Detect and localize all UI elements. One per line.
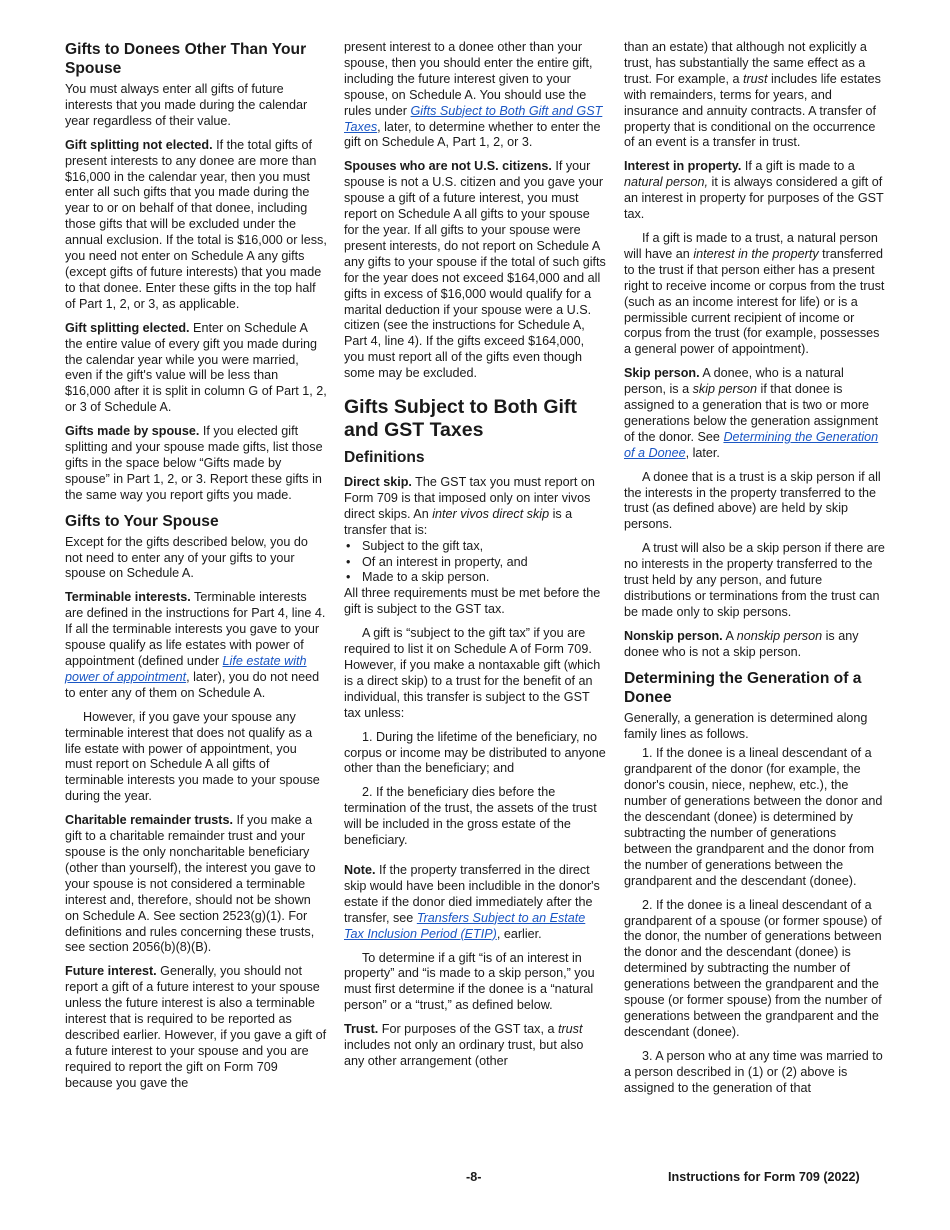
paragraph-spouses-not-citizens: Spouses who are not U.S. citizens. If your spouse is not a U.S. citizen and you gave your spouse a gift of a future interest, you must report on Schedule A all gifts to your spouse for the year. If all gifts to your spouse were present interests, do not report on Schedule A any gifts to your spouse if the total of such gifts for the year does not exceed $164,000 and all gifts in excess of $16,000 would qualify for a marital deduction if your spouse were a U.S. citizen (see the instructions for Schedule A, Part 4, line 4). If the gifts exceed $164,000, you must report all of the gifts even though some may be excluded. <box>344 159 606 381</box>
paragraph-skip-person: Skip person. A donee, who is a natural person, is a skip person if that donee is assigned to a generation that is two or more generations below the generation assignment of the donor. See Determining the Generation of a Donee, later. <box>624 366 879 460</box>
footer-title: Instructions for Form 709 (2022) <box>668 1170 860 1184</box>
paragraph-interest-in-property: Interest in property. If a gift is made to a natural person, it is always considered a gift of an interest in property for purposes of the GST tax. <box>624 159 884 222</box>
paragraph-generation-2: 2. If the donee is a lineal descendant of a grandparent of a spouse (or former spouse) of the donor, the number of generations between the donor and the descendant (donee) is determined by subtracting the number of generations between the grandparent and the spouse (or former spouse) from the number of generations between the grandparent and the descendant (donee). <box>624 897 882 1039</box>
paragraph-item-2: 2. If the beneficiary dies before the termination of the trust, the assets of the trust will be included in the gross estate of the beneficiary. <box>344 785 597 848</box>
paragraph-generally: Generally, a generation is determined along family lines as follows. <box>624 710 868 741</box>
paragraph-terminable-interests: Terminable interests. Terminable interests are defined in the instructions for Part 4, line 4. If all the terminable interests you gave to your spouse qualify as life estates with power of appointment (defined under Life estate with power of appointment, later), you do not need to enter any of them on Schedule A. <box>65 590 326 700</box>
paragraph-continued-trust: than an estate) that although not explicitly a trust, has substantially the same effect as a trust. For example, a trust includes life estates with remainders, terms for years, and insurance and annuity contracts. A transfer of property that is conditional on the occurrence of an event is a transfer in trust. <box>624 40 881 150</box>
link-etip[interactable]: Transfers Subject to an Estate Tax Inclusion Period (ETIP) <box>344 910 586 941</box>
paragraph-gift-splitting-not-elected: Gift splitting not elected. If the total gifts of present interests to any donee are more than $16,000 in the calendar year, then you must enter all such gifts that you made during the year to or on behalf of that donee, including those gifts that will be excluded under the annual exclusion. If the total is $16,000 or less, you need not enter on Schedule A any gifts (except gifts of future interests) that you made to that donee. Enter these gifts in the top half of Part 1, 2, or 3, as applicable. <box>65 137 327 311</box>
paragraph-charitable-remainder-trusts: Charitable remainder trusts. If you make a gift to a charitable remainder trust and your spouse is the only noncharitable beneficiary (other than yourself), the interest you gave to your spouse is not considered a terminable interest and, therefore, should not be shown on Schedule A. See section 2523(g)(1). For definitions and rules concerning these trusts, see section 2056(b)(8)(B). <box>65 813 316 955</box>
paragraph-to-determine: To determine if a gift “is of an interest in property” and “is made to a skip person,” you must first determine if the donee is a “natural person” or a “trust,” as defined below. <box>344 950 595 1013</box>
paragraph-continued: present interest to a donee other than your spouse, then you should enter the entire gift, including the future interest given to your spouse, on Schedule A. You should use the rules under Gifts Subject to Both Gift and GST Taxes, later, to determine whether to enter the gift on Schedule A, Part 1, 2, or 3. <box>344 40 603 150</box>
paragraph-direct-skip: Direct skip. The GST tax you must report on Form 709 is that imposed only on inter vivos direct skips. An inter vivos direct skip is a transfer that is: <box>344 475 595 537</box>
link-life-estate[interactable]: Life estate with power of appointment <box>65 654 307 684</box>
heading-gifts-subject-to-both: Gifts Subject to Both Gift and GST Taxes <box>344 396 577 442</box>
link-gifts-subject-to-both[interactable]: Gifts Subject to Both Gift and GST Taxes <box>344 103 603 134</box>
paragraph-gift-made-to-trust: If a gift is made to a trust, a natural person will have an interest in the property transferred to the trust if that person either has a present right to receive income or corpus from the trust (such as an income interest for life) or is a permissible current recipient of income or corpus from the trust (for example, possesses a general power of appointment). <box>624 230 885 357</box>
paragraph-subject-to-gift-tax: A gift is “subject to the gift tax” if you are required to list it on Schedule A of Form 709. However, if you make a nontaxable gift (which is a direct skip) to a trust for the benefit of an individual, this transfer is subject to the GST tax unless: <box>344 626 601 720</box>
paragraph-however: However, if you gave your spouse any terminable interest that does not qualify as a life estate with power of appointment, you must report on Schedule A all gifts of terminable interests you made to your spouse during the year. <box>65 709 320 804</box>
heading-gifts-to-your-spouse: Gifts to Your Spouse <box>65 512 219 530</box>
paragraph-gifts-made-by-spouse: Gifts made by spouse. If you elected gift splitting and your spouse made gifts, list those gifts in the space below “Gifts made by spouse” in Part 1, 2, or 3. Report these gifts in the same way you report gifts you made. <box>65 424 323 502</box>
column-middle <box>344 40 606 1078</box>
paragraph-donees: You must always enter all gifts of future interests that you made during the calendar year regardless of their value. <box>65 82 308 128</box>
column-left <box>65 40 327 1100</box>
paragraph-trust-also-skip: A trust will also be a skip person if there are no interests in the property transferred to the trust held by any person, and future distributions or terminations from the trust can be made only to skip persons. <box>624 541 885 619</box>
paragraph-gift-splitting-elected: Gift splitting elected. Enter on Schedule A the entire value of every gift you made during the calendar year while you were married, even if the gift's value will be less than $16,000 after it is split in column G of Part 1, 2, or 3 of Schedule A. <box>65 320 327 415</box>
list-item: • Subject to the gift tax, <box>344 539 606 555</box>
paragraph-spouse: Except for the gifts described below, you do not need to enter any of your gifts to your spouse on Schedule A. <box>65 534 308 581</box>
link-determining-generation[interactable]: Determining the Generation of a Donee <box>624 429 879 460</box>
column-right <box>624 40 886 1104</box>
paragraph-trust: Trust. For purposes of the GST tax, a trust includes not only an ordinary trust, but also any other arrangement (other <box>344 1022 584 1068</box>
paragraph-generation-1: 1. If the donee is a lineal descendant of a grandparent of the donor (for example, the donor's cousin, niece, nephew, etc.), the number of generations between the donor and the descendant (donee) is determined by subtracting the number of generations between the grandparent and the donor from the number of generations between the grandparent and the descendant (donee). <box>624 746 883 888</box>
list-item: • Made to a skip person. <box>344 570 606 586</box>
page-number: -8- <box>466 1170 482 1184</box>
paragraph-all-three: All three requirements must be met before the gift is subject to the GST tax. <box>344 586 601 617</box>
paragraph-nonskip-person: Nonskip person. A nonskip person is any donee who is not a skip person. <box>624 628 859 659</box>
heading-definitions: Definitions <box>344 449 425 467</box>
heading-gifts-to-donees: Gifts to Donees Other Than Your Spouse <box>65 41 307 77</box>
direct-skip-requirements-list <box>344 539 606 587</box>
paragraph-future-interest: Future interest. Generally, you should not report a gift of a future interest to your spouse unless the future interest is also a terminable interest that is required to be reported as described earlier. However, if you gave a gift of a future interest to your spouse and you are required to report the gift on Form 709 because you gave the <box>65 964 327 1090</box>
paragraph-note: Note. If the property transferred in the direct skip would have been includible in the donor's estate if the donor died immediately after the transfer, see Transfers Subject to an Estate Tax Inclusion Period (ETIP), earlier. <box>344 862 600 941</box>
paragraph-trust-skip-person: A donee that is a trust is a skip person if all the interests in the property transferred to the trust (as defined above) are held by skip persons. <box>624 469 881 532</box>
heading-determining-generation: Determining the Generation of a Donee <box>624 669 862 706</box>
paragraph-item-1: 1. During the lifetime of the beneficiary, no corpus or income may be distributed to anyone other than the beneficiary; and <box>344 729 606 776</box>
list-item: • Of an interest in property, and <box>344 555 606 571</box>
paragraph-generation-3: 3. A person who at any time was married to a person described in (1) or (2) above is assigned to the generation of that <box>624 1048 883 1095</box>
